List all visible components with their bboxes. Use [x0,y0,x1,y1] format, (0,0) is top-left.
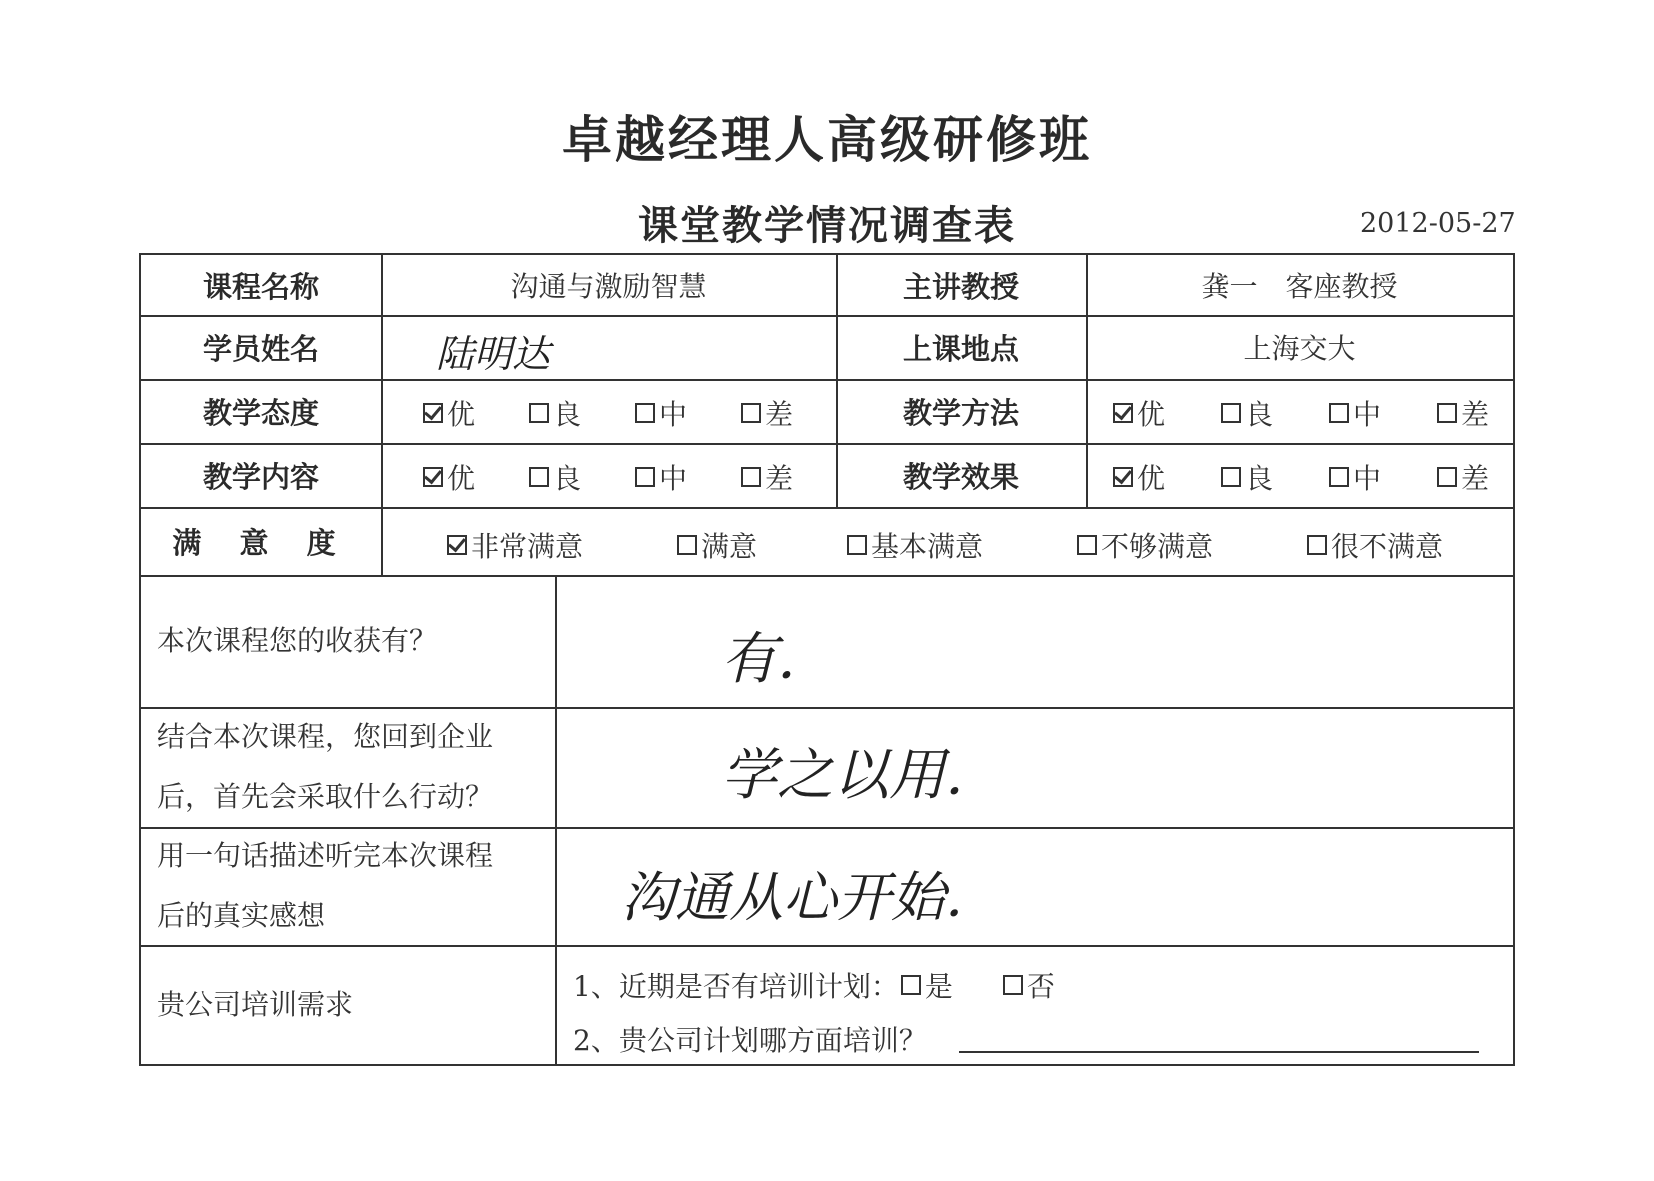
checkbox-icon[interactable] [635,467,655,487]
method-option-average[interactable]: 中 [1329,393,1381,433]
student-name-signature: 陆明达 [436,332,551,376]
satisfaction-option-very-unsatisfied[interactable]: 很不满意 [1307,525,1443,565]
checkbox-icon[interactable] [1077,535,1097,555]
q2-label-line1: 结合本次课程，您回到企业 [157,720,494,753]
checked-checkbox-icon[interactable] [447,535,467,555]
q1-answer: 有． [721,627,833,692]
form-title: 卓越经理人高级研修班 [562,111,1092,169]
checkbox-icon[interactable] [677,535,697,555]
satisfaction-option-basically-satisfied[interactable]: 基本满意 [847,525,983,565]
checkbox-icon[interactable] [529,403,549,423]
q4-option-no[interactable]: 否 [1026,970,1055,1003]
satisfaction-option-very-satisfied[interactable]: 非常满意 [447,525,583,565]
effect-option-good[interactable]: 良 [1221,457,1273,497]
q4-line2: 2、贵公司计划哪方面培训？ [573,1024,927,1057]
content-option-poor[interactable]: 差 [741,457,793,497]
teaching-effect-label: 教学效果 [902,459,1019,494]
lecturer-value: 龚一 客座教授 [1201,270,1398,303]
lecturer-label: 主讲教授 [902,269,1019,304]
checkbox-icon[interactable] [741,403,761,423]
attitude-option-good[interactable]: 良 [529,393,581,433]
checkbox-icon[interactable] [901,975,921,995]
course-name-label: 课程名称 [202,269,319,304]
checkbox-icon[interactable] [1003,975,1023,995]
method-option-good[interactable]: 良 [1221,393,1273,433]
q2-label-line2: 后，首先会采取什么行动？ [157,780,494,813]
attitude-option-poor[interactable]: 差 [741,393,793,433]
checkbox-icon[interactable] [1437,403,1457,423]
q4-option-yes[interactable]: 是 [924,970,953,1003]
content-option-excellent[interactable]: 优 [423,457,475,497]
checked-checkbox-icon[interactable] [423,467,443,487]
checked-checkbox-icon[interactable] [1113,403,1133,423]
content-option-average[interactable]: 中 [635,457,687,497]
q4-label: 贵公司培训需求 [157,987,354,1021]
checkbox-icon[interactable] [1307,535,1327,555]
checkbox-icon[interactable] [1221,467,1241,487]
location-label: 上课地点 [902,331,1019,366]
teaching-method-label: 教学方法 [902,395,1019,430]
checkbox-icon[interactable] [635,403,655,423]
satisfaction-option-not-satisfied[interactable]: 不够满意 [1077,525,1213,565]
student-name-label: 学员姓名 [202,331,319,366]
checkbox-icon[interactable] [1437,467,1457,487]
satisfaction-option-satisfied[interactable]: 满意 [677,525,757,565]
checkbox-icon[interactable] [1329,403,1349,423]
method-option-excellent[interactable]: 优 [1113,393,1165,433]
effect-option-poor[interactable]: 差 [1437,457,1489,497]
checkbox-icon[interactable] [529,467,549,487]
teaching-attitude-label: 教学态度 [202,395,319,430]
form-date: 2012-05-27 [1360,208,1516,239]
teaching-content-label: 教学内容 [202,459,319,494]
q4-line1: 1、近期是否有培训计划： 是 否 [573,965,1055,1005]
survey-table [139,253,1515,1066]
q3-label [141,827,555,945]
q3-label-line1: 用一句话描述听完本次课程 [157,839,494,872]
q4-answer-line[interactable] [959,1051,1479,1053]
q1-label: 本次课程您的收获有？ [157,624,438,657]
checkbox-icon[interactable] [1329,467,1349,487]
attitude-option-average[interactable]: 中 [635,393,687,433]
checkbox-icon[interactable] [1221,403,1241,423]
effect-option-excellent[interactable]: 优 [1113,457,1165,497]
q3-label-line2: 后的真实感想 [157,899,326,932]
q2-answer: 学之以用． [721,743,1001,808]
method-option-poor[interactable]: 差 [1437,393,1489,433]
form-subtitle: 课堂教学情况调查表 [638,203,1016,249]
satisfaction-label: 满 意 度 [172,525,350,560]
location-value: 上海交大 [1243,332,1356,365]
q3-answer: 沟通从心开始． [621,866,999,929]
attitude-option-excellent[interactable]: 优 [423,393,475,433]
q2-label [141,707,555,827]
content-option-good[interactable]: 良 [529,457,581,497]
checkbox-icon[interactable] [847,535,867,555]
checked-checkbox-icon[interactable] [1113,467,1133,487]
checkbox-icon[interactable] [741,467,761,487]
checked-checkbox-icon[interactable] [423,403,443,423]
course-name-value: 沟通与激励智慧 [510,270,707,303]
effect-option-average[interactable]: 中 [1329,457,1381,497]
